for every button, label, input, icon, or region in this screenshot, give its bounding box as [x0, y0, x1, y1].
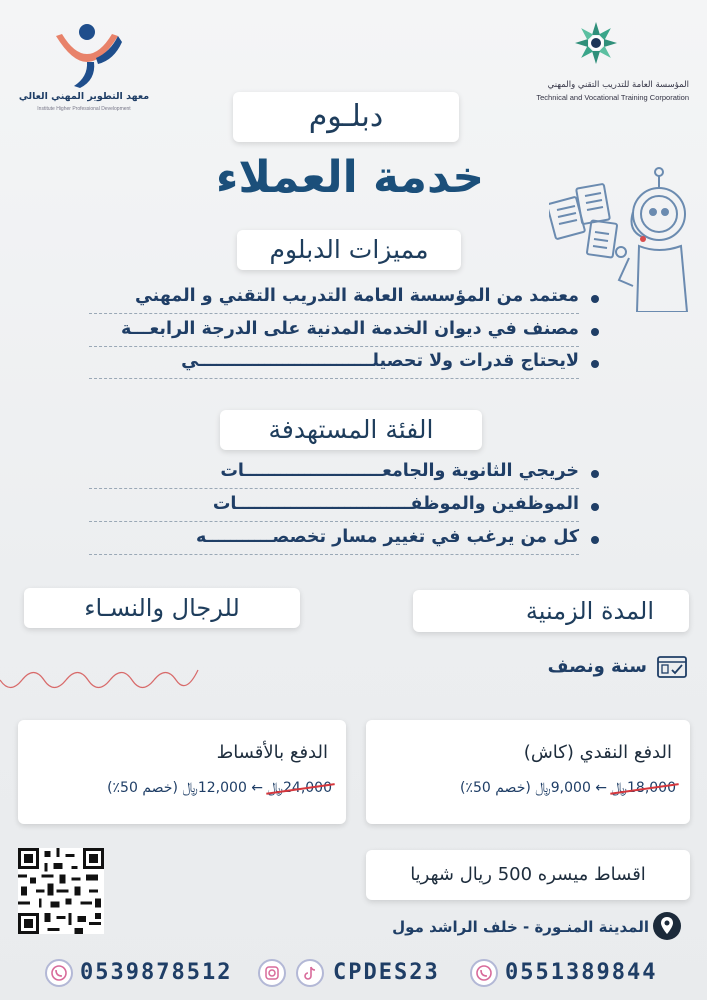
divider: [89, 554, 579, 555]
location-pin-icon: [653, 912, 681, 940]
old-price: 18,000﷼: [611, 780, 676, 796]
feature-text: معتمد من المؤسسة العامة التدريب التقني و المهني: [134, 286, 579, 306]
list-item: [89, 461, 599, 489]
tvtc-name-ar: المؤسسة العامة للتدريب التقني والمهني: [547, 80, 689, 90]
features-heading: مميزات الدبلوم: [269, 235, 429, 264]
duration-heading: المدة الزمنية: [525, 597, 654, 625]
whatsapp-icon[interactable]: [470, 959, 498, 987]
features-list: [89, 286, 599, 386]
bullet-icon: [591, 295, 599, 303]
monthly-installment-text: اقساط ميسره 500 ريال شهريا: [410, 864, 646, 885]
cash-price: 18,000﷼ ← 9,000﷼ (خصم 50٪): [459, 780, 676, 796]
institute-mark-icon: [52, 22, 122, 90]
installments-title: الدفع بالأقساط: [216, 742, 328, 763]
discount: (خصم 50٪): [107, 780, 178, 796]
feature-text: مصنف في ديوان الخدمة المدنية على الدرجة الرابعـــة: [120, 319, 579, 339]
audience-heading: الفئة المستهدفة: [268, 415, 434, 444]
divider: [89, 346, 579, 347]
monthly-installment-card: [366, 850, 690, 900]
bullet-icon: [591, 503, 599, 511]
installments-price: 24,000﷼ ← 12,000﷼ (خصم 50٪): [107, 780, 332, 796]
bullet-icon: [591, 328, 599, 336]
audience-list: [89, 461, 599, 561]
installments-card: [18, 720, 346, 824]
new-price: 9,000: [550, 780, 591, 796]
bullet-icon: [591, 360, 599, 368]
divider: [89, 378, 579, 379]
audience-text: الموظفين والموظفـــــــــــــــــــــــــــــات: [212, 494, 579, 514]
audience-text: كل من يرغب في تغيير مسار تخصصـــــــــــه: [195, 527, 579, 547]
duration-value: سنة ونصف: [547, 656, 647, 677]
tiktok-icon[interactable]: [296, 959, 324, 987]
features-heading-card: [237, 230, 461, 270]
social-handle[interactable]: CPDES23: [333, 960, 440, 985]
audience-heading-card: [220, 410, 482, 450]
list-item: [89, 319, 599, 347]
old-price: 24,000﷼: [267, 780, 332, 796]
feature-text: لايحتاج قدرات ولا تحصيلـــــــــــــــــــــــــــــي: [181, 351, 579, 371]
list-item: [89, 494, 599, 522]
institute-name-en: Institute Higher Professional Development: [37, 106, 131, 112]
new-price: 12,000: [197, 780, 247, 796]
qr-code-icon[interactable]: [18, 848, 104, 934]
institute-logo: [14, 22, 154, 122]
divider: [89, 313, 579, 314]
location-text: المدينة المنـورة - خلف الراشد مول: [392, 918, 649, 936]
phone-number-left[interactable]: 0539878512: [80, 960, 233, 985]
whatsapp-icon[interactable]: [45, 959, 73, 987]
calendar-check-icon: [657, 655, 687, 679]
discount: (خصم 50٪): [459, 780, 531, 796]
tvtc-name-en: Technical and Vocational Training Corporation: [536, 93, 689, 102]
list-item: [89, 351, 599, 379]
diploma-label-card: [233, 92, 459, 142]
list-item: [89, 527, 599, 555]
tvtc-star-icon: [573, 20, 619, 66]
diploma-label: دبلـوم: [308, 99, 384, 134]
decorative-wave: [0, 650, 200, 710]
divider: [89, 488, 579, 489]
phone-number-right[interactable]: 0551389844: [505, 960, 658, 985]
contact-footer: [0, 954, 707, 994]
duration-heading-card: [413, 590, 689, 632]
list-item: [89, 286, 599, 314]
bullet-icon: [591, 470, 599, 478]
page-title: خدمة العملاء: [215, 152, 485, 203]
instagram-icon[interactable]: [258, 959, 286, 987]
bullet-icon: [591, 536, 599, 544]
cash-title: الدفع النقدي (كاش): [523, 742, 672, 763]
divider: [89, 521, 579, 522]
audience-text: خريجي الثانوية والجامعـــــــــــــــــــــــات: [220, 461, 579, 481]
institute-name-ar: معهد التطوير المهني العالي: [18, 91, 150, 102]
gender-card: [24, 588, 300, 628]
gender-label: للرجال والنسـاء: [84, 594, 240, 622]
cash-card: [366, 720, 690, 824]
